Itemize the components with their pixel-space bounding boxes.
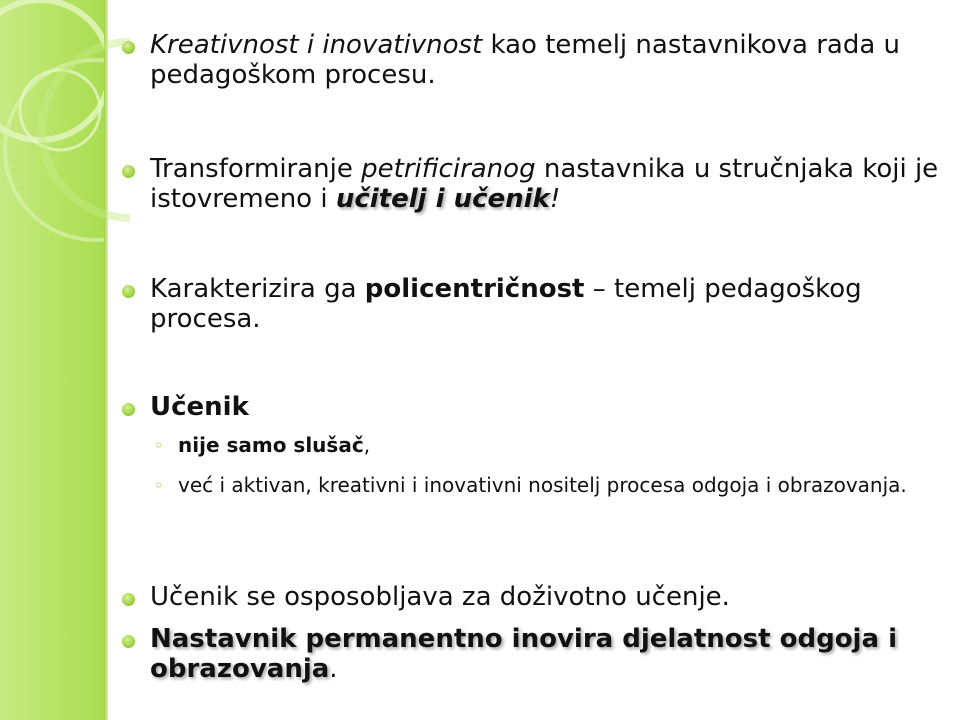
subbullet-ring-icon: ◦ bbox=[154, 476, 164, 495]
text-segment: . bbox=[329, 654, 338, 684]
text-segment: Učenik se osposobljava za doživotno učenje. bbox=[150, 582, 730, 612]
bullet-dot-icon bbox=[122, 403, 135, 416]
bullet-lifelong-learning bbox=[122, 582, 960, 612]
bullet-teacher-innovates bbox=[122, 624, 960, 684]
text-segment: petrificiranog bbox=[361, 154, 536, 184]
text-segment: ! bbox=[549, 184, 561, 214]
text-segment: policentričnost bbox=[364, 274, 585, 304]
bullet-dot-icon bbox=[122, 635, 135, 648]
subbullet-ring-icon: ◦ bbox=[154, 436, 164, 455]
text-segment: nastavnika u stručnjaka koji je istovremeno i bbox=[150, 154, 939, 214]
bullet-dot-icon bbox=[122, 593, 135, 606]
text-segment: učitelj i učenik bbox=[335, 184, 550, 214]
text-segment: , bbox=[363, 433, 371, 457]
text-segment: Transformiranje bbox=[150, 154, 362, 184]
subbullet-not-listener bbox=[150, 433, 960, 458]
bullet-dot-icon bbox=[122, 165, 135, 178]
text-segment: Nastavnik permanentno inovira djelatnost odgoja i obrazovanja bbox=[150, 624, 897, 684]
bullet-dot-icon bbox=[122, 285, 135, 298]
text-segment: – temelj pedagoškog procesa. bbox=[150, 274, 862, 334]
bullet-transformation bbox=[122, 154, 960, 214]
text-segment: Učenik bbox=[150, 392, 249, 422]
text-segment: nije samo slušač bbox=[178, 433, 364, 457]
bullet-student bbox=[122, 392, 960, 422]
text-segment: Kreativnost i inovativnost bbox=[150, 30, 483, 60]
text-segment: kao temelj nastavnikova rada u pedagoškom procesu. bbox=[150, 30, 901, 90]
bullet-creativity bbox=[122, 30, 960, 90]
bullet-polycentricity bbox=[122, 274, 960, 334]
text-segment: već i aktivan, kreativni i inovativni nositelj procesa odgoja i obrazovanja. bbox=[178, 473, 907, 497]
decorative-ring-icon bbox=[0, 0, 130, 230]
subbullet-active-carrier bbox=[150, 473, 960, 498]
text-segment: Karakterizira ga bbox=[150, 274, 365, 304]
bullet-dot-icon bbox=[122, 41, 135, 54]
